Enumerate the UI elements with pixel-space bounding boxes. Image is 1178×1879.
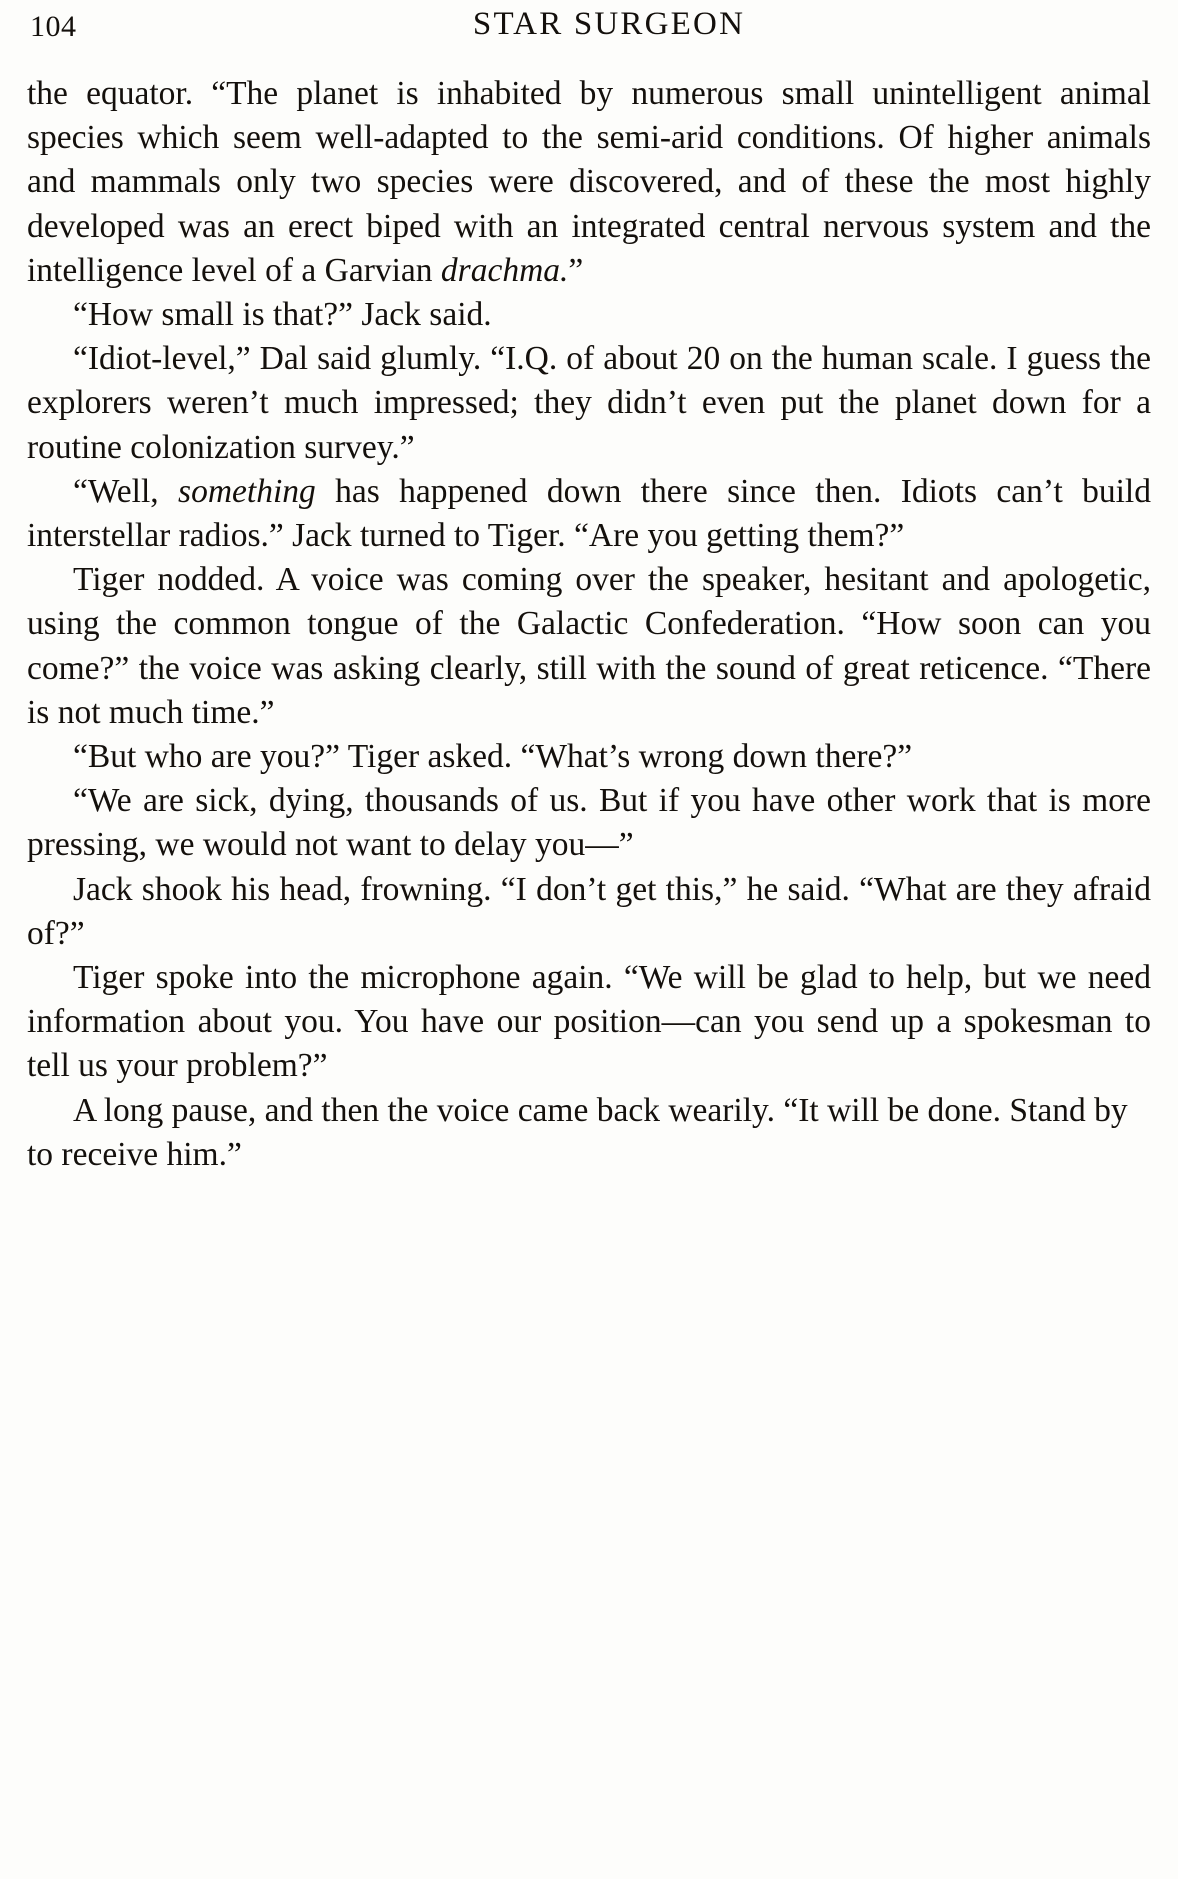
paragraph: Tiger spoke into the microphone again. “We will be glad to help, but we need information about you. You have our position—can you send up a spokesman to tell us your problem?” — [27, 959, 1151, 1085]
page-header — [0, 6, 1178, 54]
paragraph: “We are sick, dying, thousands of us. But if you have other work that is more pressing, we would not want to delay you—” — [27, 782, 1151, 864]
paragraph: the equator. “The planet is inhabited by numerous small unintelligent animal species which seem well-adapted to the semi-arid conditions. Of higher animals and mammals only two species were discovered, and of these the most highly developed was an erect biped with an integrated central nervous system and the intelligence level of a Garvian drachma.” — [27, 75, 1151, 289]
italic-run: something — [178, 472, 316, 510]
paragraph: “How small is that?” Jack said. — [73, 296, 492, 334]
paragraph: Jack shook his head, frowning. “I don’t get this,” he said. “What are they afraid of?” — [27, 870, 1151, 952]
body-text-column — [27, 72, 1151, 1177]
italic-run: drachma. — [440, 251, 569, 289]
paragraph: “But who are you?” Tiger asked. “What’s wrong down there?” — [73, 738, 913, 776]
paragraph: “Well, something has happened down there since then. Idiots can’t build interstellar radios.” Jack turned to Tiger. “Are you getting them?” — [27, 472, 1151, 555]
paragraph: A long pause, and then the voice came back wearily. “It will be done. Stand by to receive him.” — [27, 1091, 1128, 1173]
paragraph: Tiger nodded. A voice was coming over the speaker, hesitant and apologetic, using the common tongue of the Galactic Confederation. “How soon can you come?” the voice was asking clearly, still with the sound of great reticence. “There is not much time.” — [27, 561, 1151, 731]
running-title: STAR SURGEON — [472, 6, 746, 42]
paragraph: “Idiot-level,” Dal said glumly. “I.Q. of about 20 on the human scale. I guess the explorers weren’t much impressed; they didn’t even put the planet down for a routine colonization survey.” — [27, 340, 1151, 466]
page-number: 104 — [30, 10, 77, 43]
